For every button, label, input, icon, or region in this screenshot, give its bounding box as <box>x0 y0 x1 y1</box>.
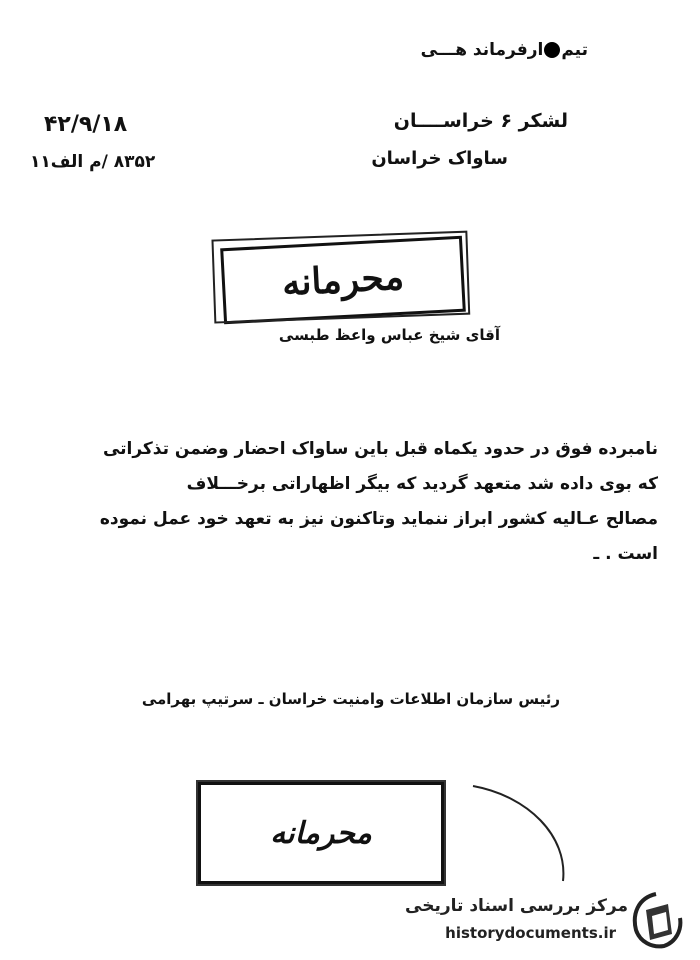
letter-body <box>38 432 658 572</box>
archive-logo-icon <box>628 890 684 950</box>
margin-curve-mark <box>468 776 578 886</box>
sender-line-2: ساواک خراسان <box>371 148 508 169</box>
addressee: آقای شیخ عباس واعظ طبسی <box>278 326 500 344</box>
stamp-bottom-text: محرمانه <box>270 815 372 851</box>
recipient-rest: ارفرماند هـــی <box>420 40 544 60</box>
recipient-header <box>421 40 588 60</box>
body-line: که بوی داده شد متعهد گردید که بیگر اظهاراتی برخـــلاف <box>186 474 658 494</box>
ink-blot-icon <box>544 42 560 58</box>
signature-line: رئیس سازمان اطلاعات وامنیت خراسان ـ سرتیپ بهرامی <box>141 690 560 708</box>
stamp-top-text: محرمانه <box>281 255 405 305</box>
watermark-title: مرکز بررسی اسناد تاریخی <box>405 896 628 916</box>
watermark-url: historydocuments.ir <box>445 924 616 942</box>
body-line: مصالح عـالیه کشور ابراز ننماید وتاکنون نیز به تعهد خود عمل نموده <box>99 509 658 529</box>
confidential-stamp-top <box>220 236 466 325</box>
body-line: است . ـ <box>593 544 658 564</box>
confidential-stamp-bottom <box>198 782 444 884</box>
body-line: نامبرده فوق در حدود یکماه قبل باین ساواک احضار وضمن تذکراتی <box>102 439 658 459</box>
document-date: ۴۲/۹/۱۸ <box>44 112 128 137</box>
document-number: ۸۳۵۲ /م الف۱۱ <box>30 152 156 172</box>
recipient-prefix: تیم <box>561 40 588 60</box>
sender-line-1: لشکر ۶ خراســــان <box>393 110 568 132</box>
